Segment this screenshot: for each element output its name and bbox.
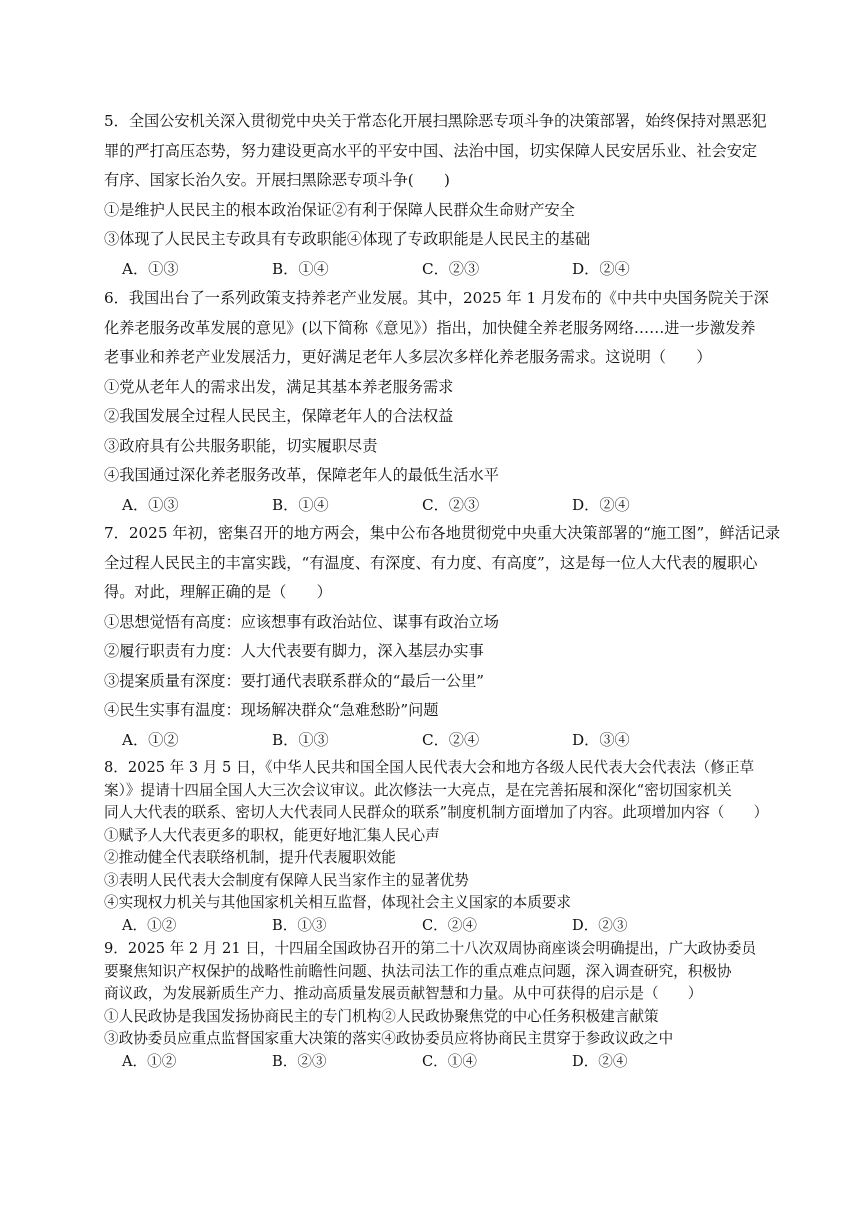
question-stem-line: 5．全国公安机关深入贯彻党中央关于常态化开展扫黑除恶专项斗争的决策部署，始终保持对黑恶犯 bbox=[104, 112, 767, 130]
question-item: ①是维护人民民主的根本政治保证②有利于保障人民群众生命财产安全 bbox=[104, 200, 575, 219]
question-stem-line: 7．2025 年初，密集召开的地方两会，集中公布各地贯彻党中央重大决策部署的“施工图”，鲜活记录 bbox=[104, 524, 781, 542]
answer-options bbox=[104, 1051, 764, 1074]
question-item: ②我国发展全过程人民民主，保障老年人的合法权益 bbox=[104, 407, 454, 425]
answer-options bbox=[104, 491, 764, 521]
answer-options bbox=[104, 915, 764, 938]
question-stem-line: 商议政，为发展新质生产力、推动高质量发展贡献智慧和力量。从中可获得的启示是（ ） bbox=[104, 985, 703, 1002]
question-7 bbox=[104, 519, 781, 755]
option-a[interactable]: A．①③ bbox=[122, 495, 179, 514]
option-d[interactable]: D．②④ bbox=[572, 259, 630, 278]
option-d[interactable]: D．③④ bbox=[572, 730, 630, 749]
question-stem-line: 8．2025 年 3 月 5 日，《中华人民共和国全国人民代表大会和地方各级人民代表大会代表法（修正草 bbox=[104, 759, 755, 776]
question-item: ②履行职责有力度：人大代表要有脚力，深入基层办实事 bbox=[104, 642, 484, 660]
question-stem-line: 全过程人民民主的丰富实践，“有温度、有深度、有力度、有高度”，这是每一位人大代表的履职心 bbox=[104, 553, 758, 572]
question-stem-line: 化养老服务改革发展的意见》(以下简称《意见》）指出，加快健全养老服务网络……进一步激发养 bbox=[104, 318, 756, 337]
question-item: ③体现了人民民主专政具有专政职能④体现了专政职能是人民民主的基础 bbox=[104, 230, 590, 248]
option-a[interactable]: A．①② bbox=[122, 730, 179, 749]
question-stem-line: 案）》提请十四届全国人大三次会议审议。此次修法一大亮点，是在完善拓展和深化“密切国家机关 bbox=[104, 781, 732, 799]
option-c[interactable]: C．②③ bbox=[422, 495, 480, 514]
question-stem-line: 有序、国家长治久安。开展扫黑除恶专项斗争( ) bbox=[104, 171, 450, 189]
question-item: ③提案质量有深度：要打通代表联系群众的“最后一公里” bbox=[104, 671, 485, 690]
question-9 bbox=[104, 938, 764, 1073]
option-c[interactable]: C．②④ bbox=[422, 916, 477, 934]
question-stem-line: 要聚焦知识产权保护的战略性前瞻性问题、执法司法工作的重点难点问题，深入调查研究，积极协 bbox=[104, 962, 732, 980]
question-stem-line: 得。对此，理解正确的是（ ） bbox=[104, 583, 332, 601]
option-b[interactable]: B．①④ bbox=[272, 495, 329, 514]
option-c[interactable]: C．②④ bbox=[422, 730, 480, 749]
question-item: ④我国通过深化养老服务改革，保障老年人的最低生活水平 bbox=[104, 466, 499, 484]
question-stem-line: 6．我国出台了一系列政策支持养老产业发展。其中，2025 年 1 月发布的《中共中央国务院关于深 bbox=[104, 289, 769, 307]
question-stem-line: 罪的严打高压态势，努力建设更高水平的平安中国、法治中国，切实保障人民安居乐业、社会安定 bbox=[104, 141, 758, 160]
option-b[interactable]: B．①③ bbox=[272, 730, 329, 749]
question-item: ①思想觉悟有高度：应该想事有政治站位、谋事有政治立场 bbox=[104, 612, 499, 631]
question-stem-line: 同人大代表的联系、密切人大代表同人民群众的联系”制度机制方面增加了内容。此项增加内容（ ） bbox=[104, 804, 769, 821]
question-stem-line: 9．2025 年 2 月 21 日，十四届全国政协召开的第二十八次双周协商座谈会明确提出，广大政协委员 bbox=[104, 940, 757, 957]
option-c[interactable]: C．①④ bbox=[422, 1052, 477, 1070]
question-6 bbox=[104, 284, 769, 520]
question-item: ③表明人民代表大会制度有保障人民当家作主的显著优势 bbox=[104, 871, 469, 889]
option-d[interactable]: D．②④ bbox=[572, 495, 630, 514]
option-b[interactable]: B．②③ bbox=[272, 1052, 327, 1070]
question-item: ④民生实事有温度：现场解决群众“急难愁盼”问题 bbox=[104, 701, 439, 719]
question-item: ④实现权力机关与其他国家机关相互监督，体现社会主义国家的本质要求 bbox=[104, 894, 572, 911]
question-item: ③政府具有公共服务职能，切实履职尽责 bbox=[104, 436, 378, 455]
option-d[interactable]: D．②③ bbox=[572, 916, 628, 934]
option-a[interactable]: A．①② bbox=[122, 1052, 177, 1070]
question-5 bbox=[104, 107, 767, 284]
answer-options bbox=[104, 726, 764, 756]
option-a[interactable]: A．①② bbox=[122, 916, 177, 934]
option-a[interactable]: A．①③ bbox=[122, 259, 179, 278]
answer-options bbox=[104, 255, 764, 285]
option-b[interactable]: B．①③ bbox=[272, 916, 327, 934]
option-b[interactable]: B．①④ bbox=[272, 259, 329, 278]
option-d[interactable]: D．②④ bbox=[572, 1052, 628, 1070]
question-item: ①人民政协是我国发扬协商民主的专门机构②人民政协聚焦党的中心任务积极建言献策 bbox=[104, 1007, 659, 1025]
question-item: ②推动健全代表联络机制，提升代表履职效能 bbox=[104, 849, 396, 866]
option-c[interactable]: C．②③ bbox=[422, 259, 480, 278]
question-item: ①党从老年人的需求出发，满足其基本养老服务需求 bbox=[104, 377, 454, 396]
question-item: ③政协委员应重点监督国家重大决策的落实④政协委员应将协商民主贯穿于参政议政之中 bbox=[104, 1030, 674, 1047]
question-item: ①赋予人大代表更多的职权，能更好地汇集人民心声 bbox=[104, 826, 440, 844]
question-8 bbox=[104, 757, 769, 937]
question-stem-line: 老事业和养老产业发展活力，更好满足老年人多层次多样化养老服务需求。这说明（ ） bbox=[104, 348, 712, 366]
